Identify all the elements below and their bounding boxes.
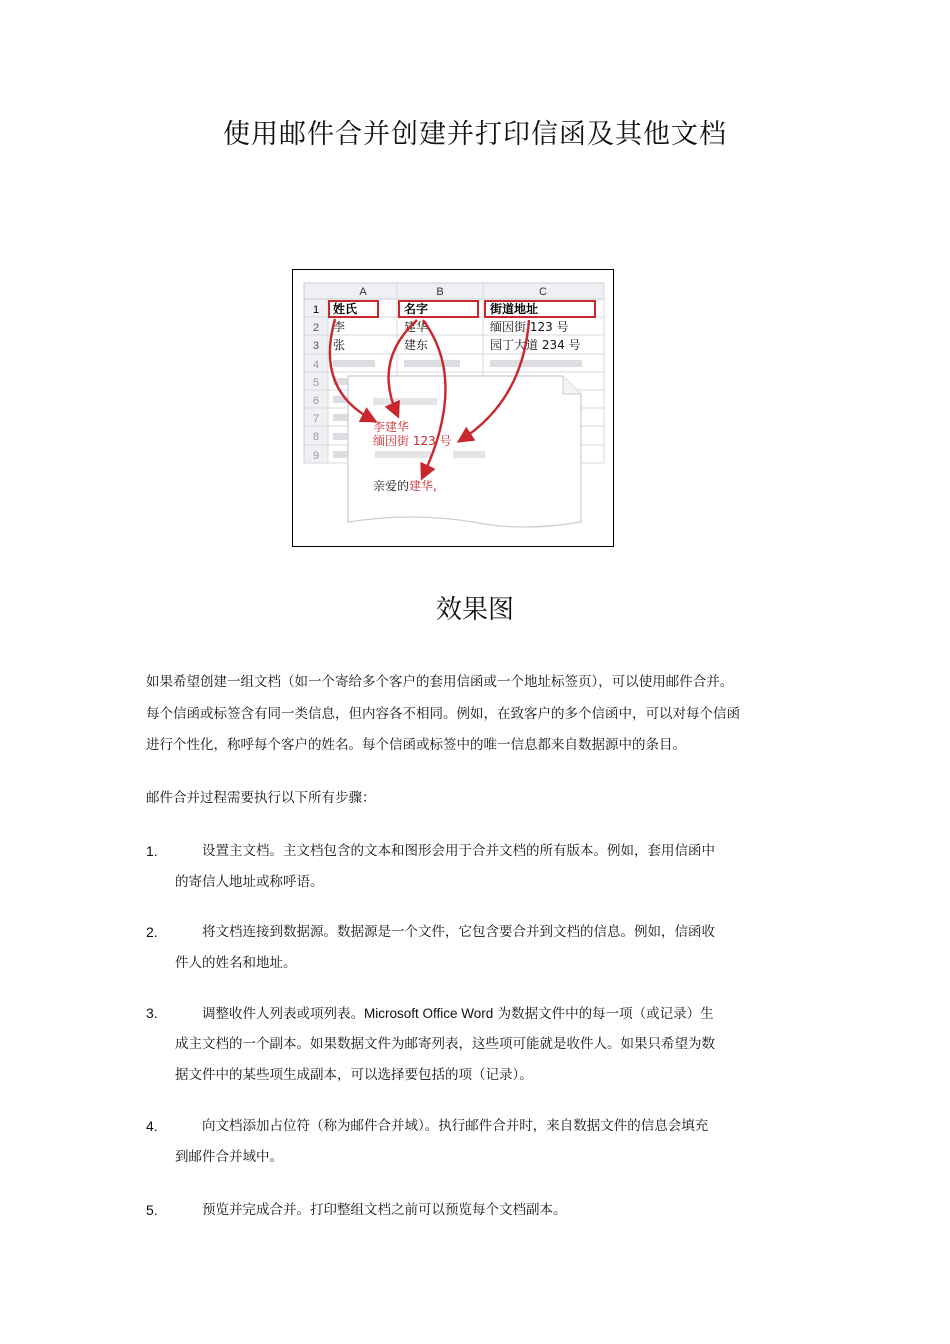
step-text-segment: 调整收件人列表或项列表。 (202, 1006, 364, 1022)
step-text-line: 设置主文档。主文档包含的文本和图形会用于合并文档的所有版本。例如，套用信函中 (202, 843, 715, 859)
paragraph-line: 如果希望创建一组文档（如一个寄给多个客户的套用信函或一个地址标签页），可以使用邮件合并。 (146, 674, 734, 690)
step-text-line (202, 998, 714, 1030)
step-text-line: 据文件中的某些项生成副本，可以选择要包括的项（记录）。 (175, 1067, 533, 1083)
step-number: 4. (146, 1118, 158, 1134)
step-number: 1. (146, 843, 158, 859)
row-number-5: 5 (312, 377, 320, 389)
cell-a2: 李 (333, 320, 346, 334)
step-text-line: 到邮件合并域中。 (175, 1149, 283, 1165)
step-text-segment: 为数据文件中的每一项（或记录）生 (493, 1006, 714, 1022)
page-title: 使用邮件合并创建并打印信函及其他文档 (223, 119, 727, 150)
cell-a3: 张 (333, 338, 346, 352)
header-cell-street: 街道地址 (490, 302, 539, 316)
header-cell-given-name: 名字 (404, 302, 429, 316)
product-name: Microsoft Office Word (364, 1006, 494, 1021)
row-number-1: 1 (312, 304, 320, 316)
row-number-6: 6 (312, 395, 320, 407)
cell-b2: 建华 (404, 320, 429, 334)
cell-c3: 园丁大道 234 号 (490, 338, 581, 352)
step-text-line: 预览并完成合并。打印整组文档之前可以预览每个文档副本。 (202, 1202, 567, 1218)
paragraph-line: 进行个性化，称呼每个客户的姓名。每个信函或标签中的唯一信息都来自数据源中的条目。 (146, 737, 686, 753)
cell-b3: 建东 (404, 338, 429, 352)
step-text-line: 将文档连接到数据源。数据源是一个文件，它包含要合并到文档的信息。例如，信函收 (202, 924, 715, 940)
paragraph-line: 每个信函或标签含有同一类信息，但内容各不相同。例如，在致客户的多个信函中，可以对每个信函 (146, 705, 740, 722)
intro-paragraph (146, 667, 826, 762)
illustration-svg (293, 270, 615, 548)
column-header-c: C (539, 286, 547, 298)
cell-c2: 缅因街 123 号 (490, 320, 569, 334)
letter-name: 李建华 (373, 420, 410, 434)
column-header-b: B (436, 286, 444, 298)
letter-address: 缅因街 123 号 (373, 434, 452, 448)
step-text-line: 向文档添加占位符（称为邮件合并域）。执行邮件合并时，来自数据文件的信息会填充 (202, 1118, 709, 1134)
steps-intro: 邮件合并过程需要执行以下所有步骤： (146, 790, 376, 806)
step-number: 2. (146, 924, 158, 940)
step-text-line: 成主文档的一个副本。如果数据文件为邮寄列表，这些项可能就是收件人。如果只希望为数 (175, 1036, 715, 1052)
row-number-9: 9 (312, 450, 320, 462)
header-cell-surname: 姓氏 (333, 302, 358, 316)
step-text-line: 的寄信人地址或称呼语。 (175, 874, 324, 890)
row-number-8: 8 (312, 431, 320, 443)
greeting-name: 建华, (409, 479, 437, 493)
figure-caption: 效果图 (435, 595, 514, 625)
row-number-2: 2 (312, 322, 320, 334)
row-number-4: 4 (312, 359, 320, 371)
row-number-3: 3 (312, 340, 320, 352)
svg-text:亲爱的建华, (373, 478, 437, 493)
mail-merge-illustration (292, 269, 614, 547)
column-header-a: A (359, 286, 367, 298)
step-text-line: 件人的姓名和地址。 (175, 955, 297, 971)
step-number: 5. (146, 1202, 158, 1218)
step-number: 3. (146, 1005, 158, 1021)
greeting-prefix: 亲爱的 (373, 479, 410, 493)
row-number-7: 7 (312, 413, 320, 425)
